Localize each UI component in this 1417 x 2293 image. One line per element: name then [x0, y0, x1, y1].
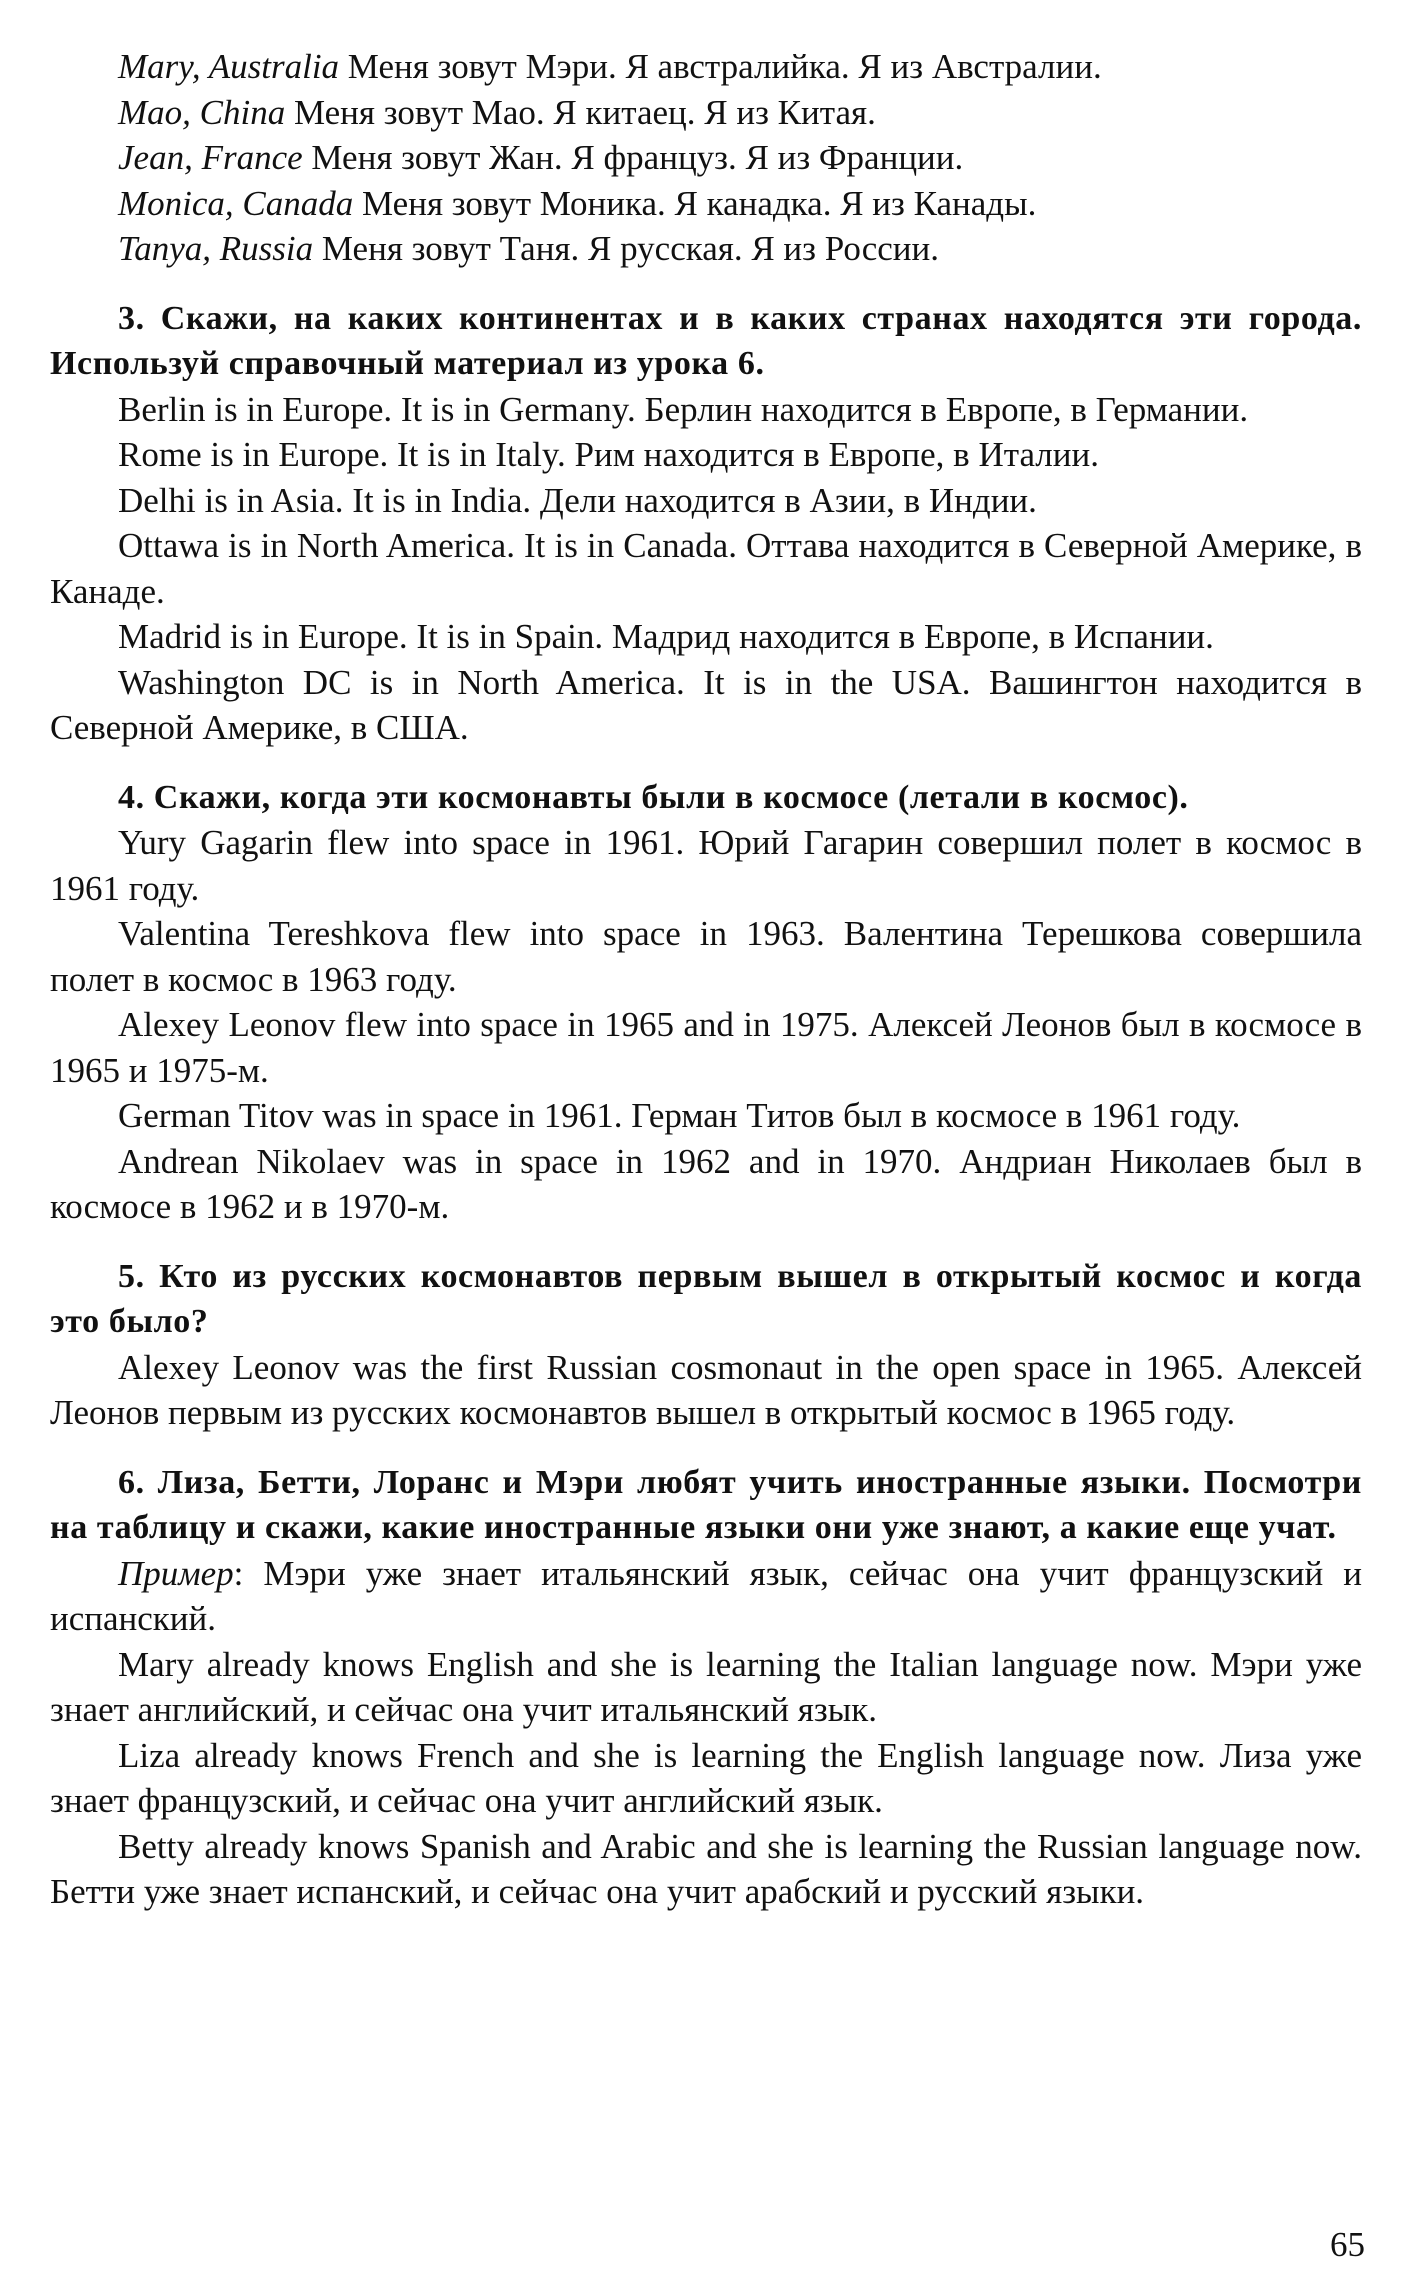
task-heading: 5. Кто из русских космонавтов первым вышел в открытый космос и когда это было?: [50, 1257, 1362, 1340]
answer-paragraph: Valentina Tereshkova flew into space in 1963. Валентина Терешкова совершила полет в космос в 1963 году.: [50, 914, 1362, 999]
intro-name: Jean, France: [118, 138, 303, 177]
intro-text: Меня зовут Моника. Я канадка. Я из Канады.: [362, 183, 1037, 223]
answer-paragraph: Mary already knows English and she is learning the Italian language now. Мэри уже знает английский, и сейчас она учит итальянский язык.: [50, 1644, 1362, 1729]
answer-paragraph: Washington DC is in North America. It is in the USA. Вашингтон находится в Северной Америке, в США.: [50, 662, 1362, 747]
answer-paragraph: Betty already knows Spanish and Arabic and she is learning the Russian language now. Бетти уже знает испанский, и сейчас она учит арабский и русский языки.: [50, 1826, 1362, 1911]
intro-text: Меня зовут Таня. Я русская. Я из России.: [321, 229, 939, 268]
intro-name: Mary, Australia: [118, 47, 340, 86]
intro-line: [50, 226, 1362, 272]
intro-text: Меня зовут Мэри. Я австралийка. Я из Австралии.: [347, 47, 1102, 86]
intro-block: [50, 44, 1362, 272]
answer-paragraph: Alexey Leonov was the first Russian cosmonaut in the open space in 1965. Алексей Леонов первым из русских космонавтов вышел в открытый космос в 1965 году.: [50, 1347, 1362, 1432]
example-paragraph: [50, 1551, 1362, 1642]
intro-line: [50, 135, 1362, 181]
intro-name: Tanya, Russia: [118, 229, 314, 268]
task-3: [50, 296, 1362, 751]
answer-paragraph: Alexey Leonov flew into space in 1965 and in 1975. Алексей Леонов был в космосе в 1965 и 1975-м.: [50, 1005, 1362, 1090]
answer-paragraph: Ottawa is in North America. It is in Canada. Оттава находится в Северной Америке, в Канаде.: [50, 526, 1362, 611]
answer-paragraph: Yury Gagarin flew into space in 1961. Юрий Гагарин совершил полет в космос в 1961 году.: [50, 823, 1362, 908]
intro-text: Меня зовут Жан. Я француз. Я из Франции.: [311, 138, 964, 177]
answer-paragraph: Andrean Nikolaev was in space in 1962 and in 1970. Андриан Николаев был в космосе в 1962 и в 1970-м.: [50, 1141, 1362, 1226]
answer-paragraph: Delhi is in Asia. It is in India. Дели находится в Азии, в Индии.: [118, 480, 1037, 520]
answer-paragraph: Berlin is in Europe. It is in Germany. Берлин находится в Европе, в Германии.: [118, 389, 1249, 429]
answer-paragraph: Liza already knows French and she is learning the English language now. Лиза уже знает французский, и сейчас она учит английский язык.: [50, 1735, 1362, 1820]
intro-name: Monica, Canada: [118, 183, 354, 223]
answer-paragraph: German Titov was in space in 1961. Герман Титов был в космосе в 1961 году.: [118, 1096, 1241, 1135]
task-heading: 3. Скажи, на каких континентах и в каких странах находятся эти города. Используй справочный материал из урока 6.: [50, 299, 1362, 382]
task-6: [50, 1460, 1362, 1915]
intro-line: [50, 44, 1362, 90]
intro-text: Меня зовут Мао. Я китаец. Я из Китая.: [293, 92, 876, 132]
example-label: Пример: [118, 1553, 234, 1593]
example-text: : Мэри уже знает итальянский язык, сейчас она учит французский и испанский.: [50, 1553, 1362, 1638]
page-number: 65: [1330, 2225, 1365, 2264]
task-heading: 4. Скажи, когда эти космонавты были в космосе (летали в космос).: [118, 778, 1189, 816]
answer-paragraph: Madrid is in Europe. It is in Spain. Мадрид находится в Европе, в Испании.: [118, 617, 1214, 656]
intro-name: Mao, China: [118, 92, 286, 132]
answer-paragraph: Rome is in Europe. It is in Italy. Рим находится в Европе, в Италии.: [118, 435, 1099, 474]
task-5: [50, 1254, 1362, 1436]
intro-line: [50, 90, 1362, 136]
task-4: [50, 775, 1362, 1230]
intro-line: [50, 181, 1362, 227]
page-content: [50, 44, 1362, 1915]
task-heading: 6. Лиза, Бетти, Лоранс и Мэри любят учить иностранные языки. Посмотри на таблицу и скажи, какие иностранные языки они уже знают, а какие еще учат.: [50, 1463, 1362, 1546]
